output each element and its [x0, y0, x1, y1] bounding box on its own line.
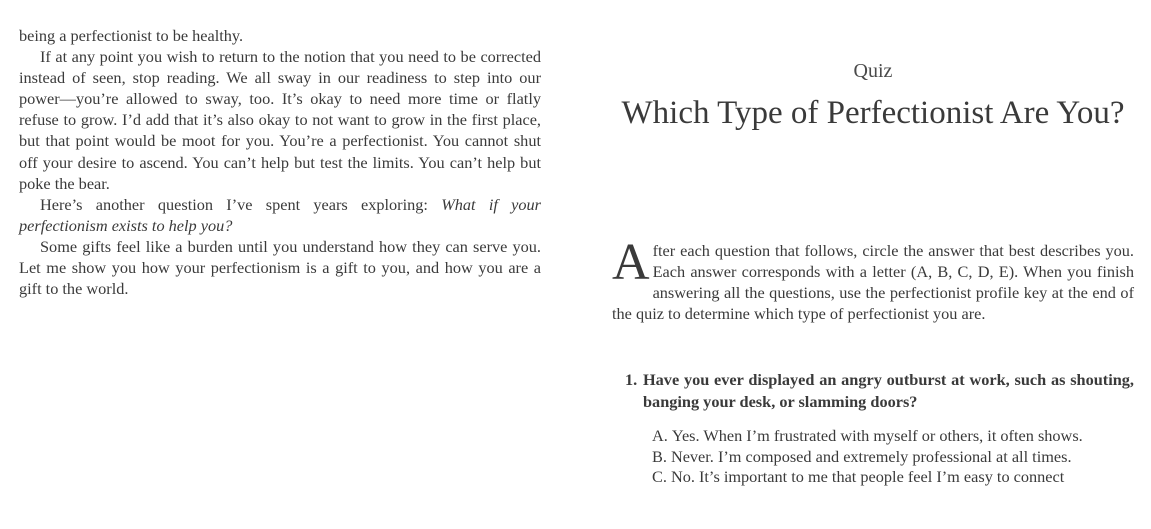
paragraph-return-notion: If at any point you wish to return to the notion that you need to be corrected instead of seen, stop reading. We all sway in our readiness to step into our power—you’re allowed to sway, too. It’s okay to need more time or flatly refuse to grow. I’d add that it’s also okay to not want to grow in the first place, but that point would be moot for you. You’re a perfectionist. You cannot shut off your desire to ascend. You can’t help but test the limits. You can’t help but poke the bear. — [19, 47, 541, 193]
paragraph-some-gifts: Some gifts feel like a burden until you understand how they can serve you. Let me show you how your perfectionism is a gift to you, and how you are a gift to the world. — [19, 236, 541, 299]
answer-option-c — [652, 467, 1134, 488]
answer-list — [652, 426, 1134, 488]
question-number: 1. — [625, 370, 638, 389]
answer-option-b — [652, 447, 1134, 468]
answer-letter: C. — [652, 467, 667, 486]
question-text: Have you ever displayed an angry outburst at work, such as shouting, banging your desk, or slamming doors? — [643, 370, 1134, 411]
quiz-label: Quiz — [853, 60, 893, 82]
left-page — [19, 25, 541, 299]
paragraph-another-question — [19, 194, 541, 236]
paragraph-another-question-text: Here’s another question I’ve spent years exploring: — [40, 194, 442, 214]
answer-text: Yes. When I’m frustrated with myself or others, it often shows. — [671, 426, 1083, 445]
intro-text: fter each question that follows, circle the answer that best describes you. Each answer corresponds with a letter (A, B, C, D, E). When you finish answering all the questions, use the perfectionist profile key at the end of the quiz to determine which type of perfectionist you are. — [612, 241, 1134, 324]
paragraph-continued: being a perfectionist to be healthy. — [19, 26, 244, 45]
quiz-title: Which Type of Perfectionist Are You? — [621, 95, 1125, 131]
answer-text: Never. I’m composed and extremely professional at all times. — [670, 446, 1072, 466]
paragraph-another-question-italic: What if your perfectionism exists to help you? — [19, 194, 541, 235]
quiz-intro — [612, 234, 1134, 324]
answer-letter: A. — [652, 426, 668, 445]
answer-option-a — [652, 426, 1134, 447]
answer-text: No. It’s important to me that people feel I’m easy to connect — [670, 467, 1065, 486]
intro-dropcap: A — [612, 234, 650, 291]
question-1 — [625, 369, 1134, 412]
answer-letter: B. — [652, 446, 667, 466]
